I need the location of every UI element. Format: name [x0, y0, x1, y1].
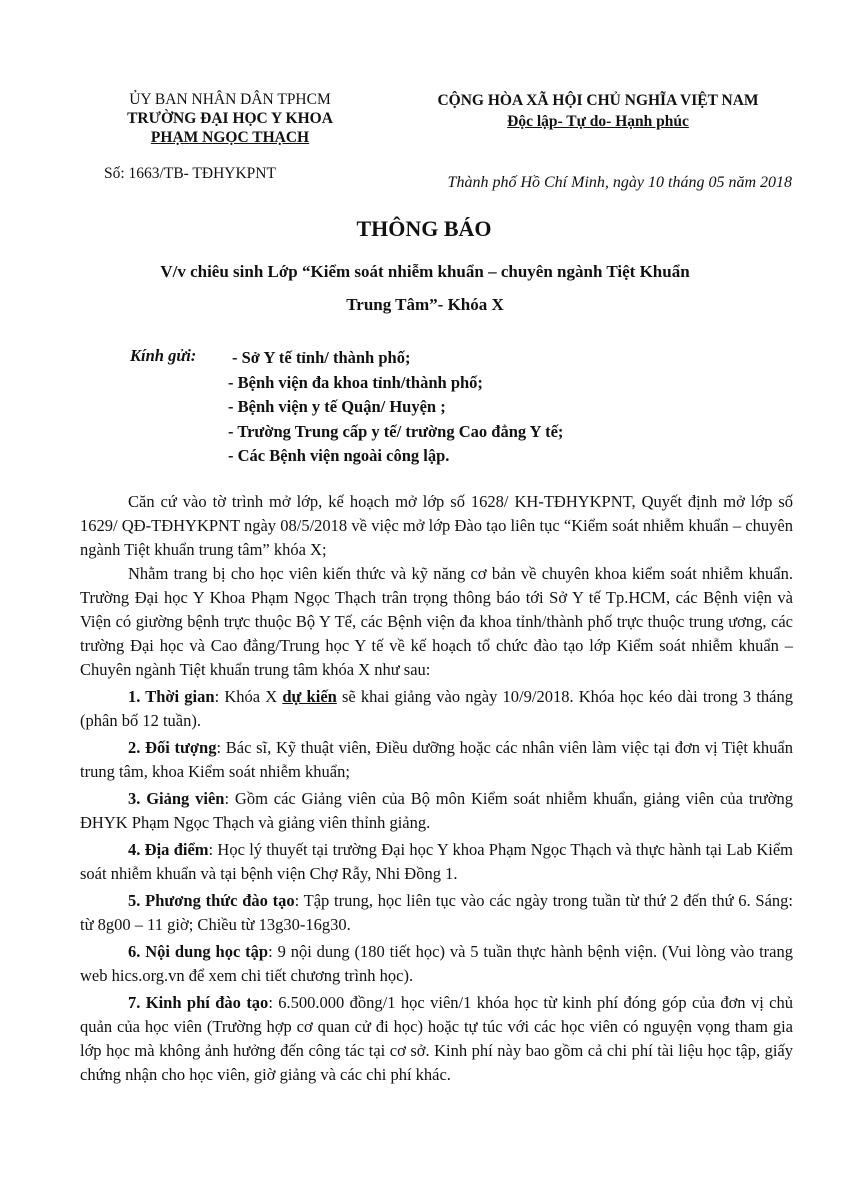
item-time: 1. Thời gian: Khóa X dự kiến sẽ khai giảng vào ngày 10/9/2018. Khóa học kéo dài trong 3 tháng (phân bố 12 tuần).: [80, 687, 793, 730]
paragraph-basis: Căn cứ vào tờ trình mở lớp, kế hoạch mở lớp số 1628/ KH-TĐHYKPNT, Quyết định mở lớp số 1629/ QĐ-TĐHYKPNT ngày 08/5/2018 về việc mở lớp Đào tạo liên tục “Kiểm soát nhiễm khuẩn – chuyên ngành Tiệt khuẩn trung tâm” khóa X;: [80, 492, 793, 559]
item-target: 2. Đối tượng: Bác sĩ, Kỹ thuật viên, Điều dưỡng hoặc các nhân viên làm việc tại đơn vị Tiệt khuẩn trung tâm, khoa Kiểm soát nhiễm khuẩn;: [80, 738, 793, 781]
national-motto: Độc lập- Tự do- Hạnh phúc: [507, 113, 689, 130]
recipient-item: - Bệnh viện đa khoa tỉnh/thành phố;: [228, 372, 483, 392]
recipient-list: [228, 346, 563, 469]
document-subject: [120, 255, 730, 321]
document-body: [80, 490, 793, 1087]
item-lecturers: 3. Giảng viên: Gồm các Giảng viên của Bộ môn Kiểm soát nhiễm khuẩn, giảng viên của trường ĐHYK Phạm Ngọc Thạch và giảng viên thỉnh giảng.: [80, 789, 793, 832]
recipient-item: - Các Bệnh viện ngoài công lập.: [228, 446, 450, 465]
item-method: 5. Phương thức đào tạo: Tập trung, học liên tục vào các ngày trong tuần từ thứ 2 đến thứ 6. Sáng: từ 8g00 – 11 giờ; Chiều từ 13g30-16g30.: [80, 891, 793, 934]
issuer-line-2: TRƯỜNG ĐẠI HỌC Y KHOA: [127, 110, 333, 127]
item-content: 6. Nội dung học tập: 9 nội dung (180 tiết học) và 5 tuần thực hành bệnh viện. (Vui lòng vào trang web hics.org.vn để xem chi tiết chương trình học).: [80, 942, 793, 985]
paragraph-purpose: Nhằm trang bị cho học viên kiến thức và kỹ năng cơ bản về chuyên khoa kiểm soát nhiễm khuẩn. Trường Đại học Y Khoa Phạm Ngọc Thạch trân trọng thông báo tới Sở Y tế Tp.HCM, các Bệnh viện và Viện có giường bệnh trực thuộc Bộ Y Tế, các Bệnh viện đa khoa tỉnh/thành phố trực thuộc trung ương, các trường Đại học và Cao đẳng/Trung học Y tế về kế hoạch tổ chức đào tạo lớp Kiểm soát nhiễm khuẩn – Chuyên ngành Tiệt khuẩn trung tâm khóa X như sau:: [80, 564, 793, 679]
subject-line-1: V/v chiêu sinh Lớp “Kiểm soát nhiễm khuẩn – chuyên ngành Tiệt Khuẩn: [160, 262, 690, 281]
recipient-item: - Sở Y tế tỉnh/ thành phố;: [232, 348, 411, 367]
national-title: CỘNG HÒA XÃ HỘI CHỦ NGHĨA VIỆT NAM: [437, 92, 759, 109]
kinh-gui-label: Kính gửi:: [130, 346, 197, 365]
document-title: THÔNG BÁO: [356, 216, 492, 241]
subject-line-2: Trung Tâm”- Khóa X: [346, 295, 504, 314]
issuer-line-1: ỦY BAN NHÂN DÂN TPHCM: [129, 91, 331, 108]
issuer-block: [80, 90, 380, 147]
recipient-item: - Trường Trung cấp y tế/ trường Cao đẳng Y tế;: [228, 421, 564, 441]
issuer-line-3: PHẠM NGỌC THẠCH: [150, 129, 310, 146]
date-line: Thành phố Hồ Chí Minh, ngày 10 tháng 05 năm 2018: [447, 174, 792, 191]
recipient-item: - Bệnh viện y tế Quận/ Huyện ;: [228, 397, 446, 416]
document-number: Số: 1663/TB- TĐHYKPNT: [104, 165, 276, 182]
national-header: [398, 90, 798, 132]
item-location: 4. Địa điểm: Học lý thuyết tại trường Đại học Y khoa Phạm Ngọc Thạch và thực hành tại Lab Kiểm soát nhiễm khuẩn và tại bệnh viện Chợ Rẫy, Nhi Đồng 1.: [80, 840, 793, 883]
item-fee: 7. Kinh phí đào tạo: 6.500.000 đồng/1 học viên/1 khóa học từ kinh phí đóng góp của đơn vị chủ quản của học viên (Trường hợp cơ quan cử đi học) hoặc tự túc với các học viên có nguyện vọng tham gia lớp học mà không ảnh hưởng đến công tác tại cơ sở. Kinh phí này bao gồm cả chi phí tài liệu học tập, giấy chứng nhận cho học viên, giờ giảng và các chi phí khác.: [80, 993, 793, 1084]
